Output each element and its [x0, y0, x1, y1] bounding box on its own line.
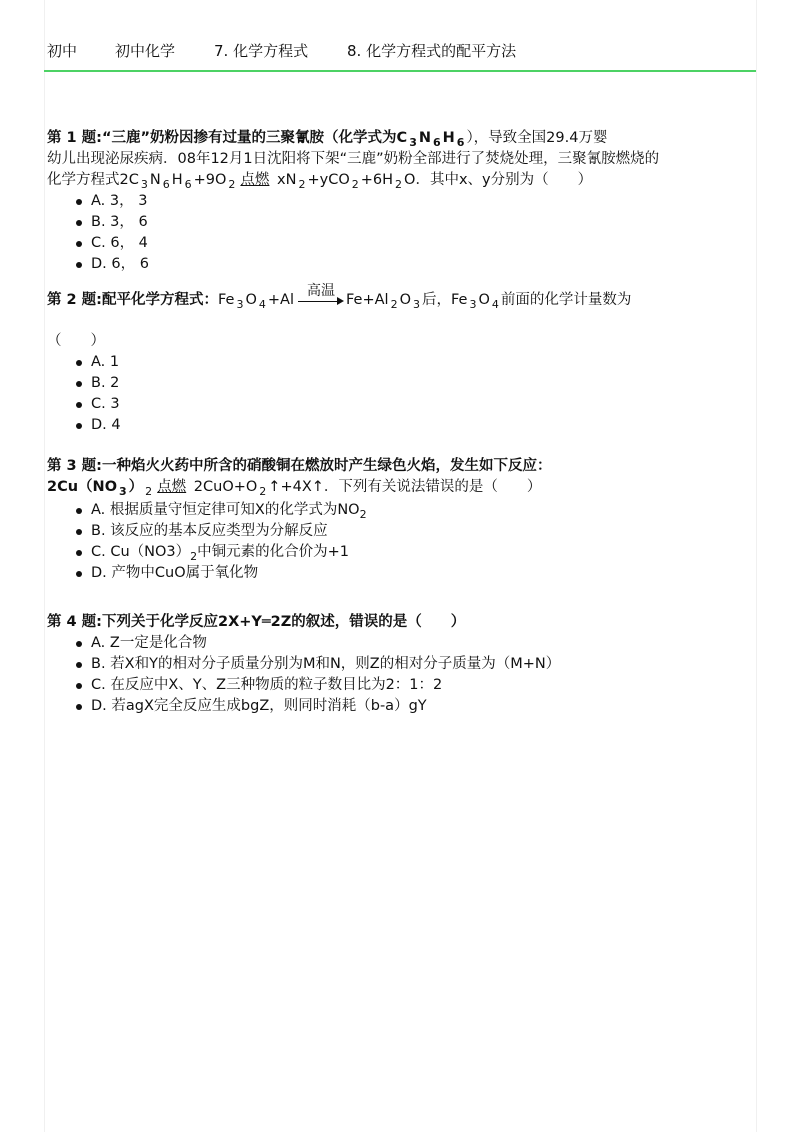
- header-divider: [44, 70, 756, 72]
- breadcrumb-item-section[interactable]: 8. 化学方程式的配平方法: [347, 42, 517, 60]
- option-a[interactable]: A. 3， 3: [47, 191, 757, 212]
- question-4: [47, 612, 757, 717]
- question-1-line-2: 幼儿出现泌尿疾病．08年12月1日沈阳将下架“三鹿”奶粉全部进行了焚烧处理，三聚氰胺燃烧的: [47, 151, 660, 167]
- option-a[interactable]: A. 1: [47, 352, 757, 373]
- option-c[interactable]: C. 6， 4: [47, 233, 757, 254]
- reaction-condition: 点燃: [157, 479, 187, 495]
- reaction-condition: 高温: [306, 283, 335, 299]
- question-3-line-1: 第 3 题:一种焰火火药中所含的硝酸铜在燃放时产生绿色火焰，发生如下反应：: [47, 458, 552, 474]
- question-3-equation: 2Cu（NO $_3$ ） $_2$ 点燃 2CuO+O $_2$ ↑+4X↑．下列有关说法错误的是（ ）: [47, 479, 542, 498]
- page-margin-line-left: [44, 0, 45, 1132]
- option-d[interactable]: D. 产物中CuO属于氧化物: [47, 563, 757, 584]
- option-b[interactable]: B. 3， 6: [47, 212, 757, 233]
- breadcrumb-item-subject[interactable]: 初中化学: [115, 42, 176, 60]
- question-3-options: [47, 500, 757, 584]
- question-4-options: [47, 633, 757, 717]
- option-b[interactable]: B. 2: [47, 373, 757, 394]
- option-d[interactable]: D. 若agX完全反应生成bgZ，则同时消耗（b-a）gY: [47, 696, 757, 717]
- question-1-line-1: 第 1 题:“三鹿”奶粉因掺有过量的三聚氰胺（化学式为C $_3$ N $_6$ H $_6$ ），导致全国29.4万婴: [47, 130, 608, 149]
- option-c[interactable]: C. 3: [47, 394, 757, 415]
- reaction-condition: 点燃: [240, 172, 270, 188]
- option-b[interactable]: B. 若X和Y的相对分子质量分别为M和N，则Z的相对分子质量为（M+N）: [47, 654, 757, 675]
- question-1: [47, 128, 757, 275]
- question-2-options: [47, 352, 757, 436]
- option-c[interactable]: C. 在反应中X、Y、Z三种物质的粒子数目比为2：1：2: [47, 675, 757, 696]
- question-1-equation: 化学方程式2C $_3$ N $_6$ H $_6$ +9O $_2$ 点燃 xN $_2$ +yCO $_2$ +6H $_2$ O．其中x、y分别为（ ）: [47, 172, 593, 191]
- question-3-label: 第 3 题:: [47, 458, 102, 474]
- option-c[interactable]: C. $Cu(NO3)_2$中铜元素的化合价为+1: [47, 542, 757, 563]
- question-2-line-2: （ ）: [47, 333, 105, 349]
- question-4-label: 第 4 题:: [47, 614, 102, 630]
- question-1-label: 第 1 题:: [47, 130, 102, 146]
- reaction-arrow: [298, 283, 344, 311]
- breadcrumb-item-level[interactable]: 初中: [47, 42, 78, 60]
- question-2-line-1: 第 2 题:配平化学方程式：Fe $_3$ O $_4$ +Al 高温 Fe+Al $_2$ O $_3$ 后，Fe $_3$ O $_4$ 前面的化学计量数为: [47, 283, 632, 311]
- question-2: [47, 283, 757, 436]
- breadcrumb: [47, 40, 516, 64]
- option-b[interactable]: B. 该反应的基本反应类型为分解反应: [47, 521, 757, 542]
- question-3: [47, 456, 757, 584]
- option-d[interactable]: D. 6， 6: [47, 254, 757, 275]
- question-1-options: [47, 191, 757, 275]
- option-a[interactable]: A. Z一定是化合物: [47, 633, 757, 654]
- question-4-line-1: 第 4 题:下列关于化学反应2X+Y═2Z的叙述，错误的是（ ）: [47, 614, 466, 630]
- option-a[interactable]: A. 根据质量守恒定律可知X的化学式为$NO_2$: [47, 500, 757, 521]
- option-d[interactable]: D. 4: [47, 415, 757, 436]
- breadcrumb-item-chapter[interactable]: 7. 化学方程式: [214, 42, 309, 60]
- question-2-label: 第 2 题:: [47, 292, 102, 308]
